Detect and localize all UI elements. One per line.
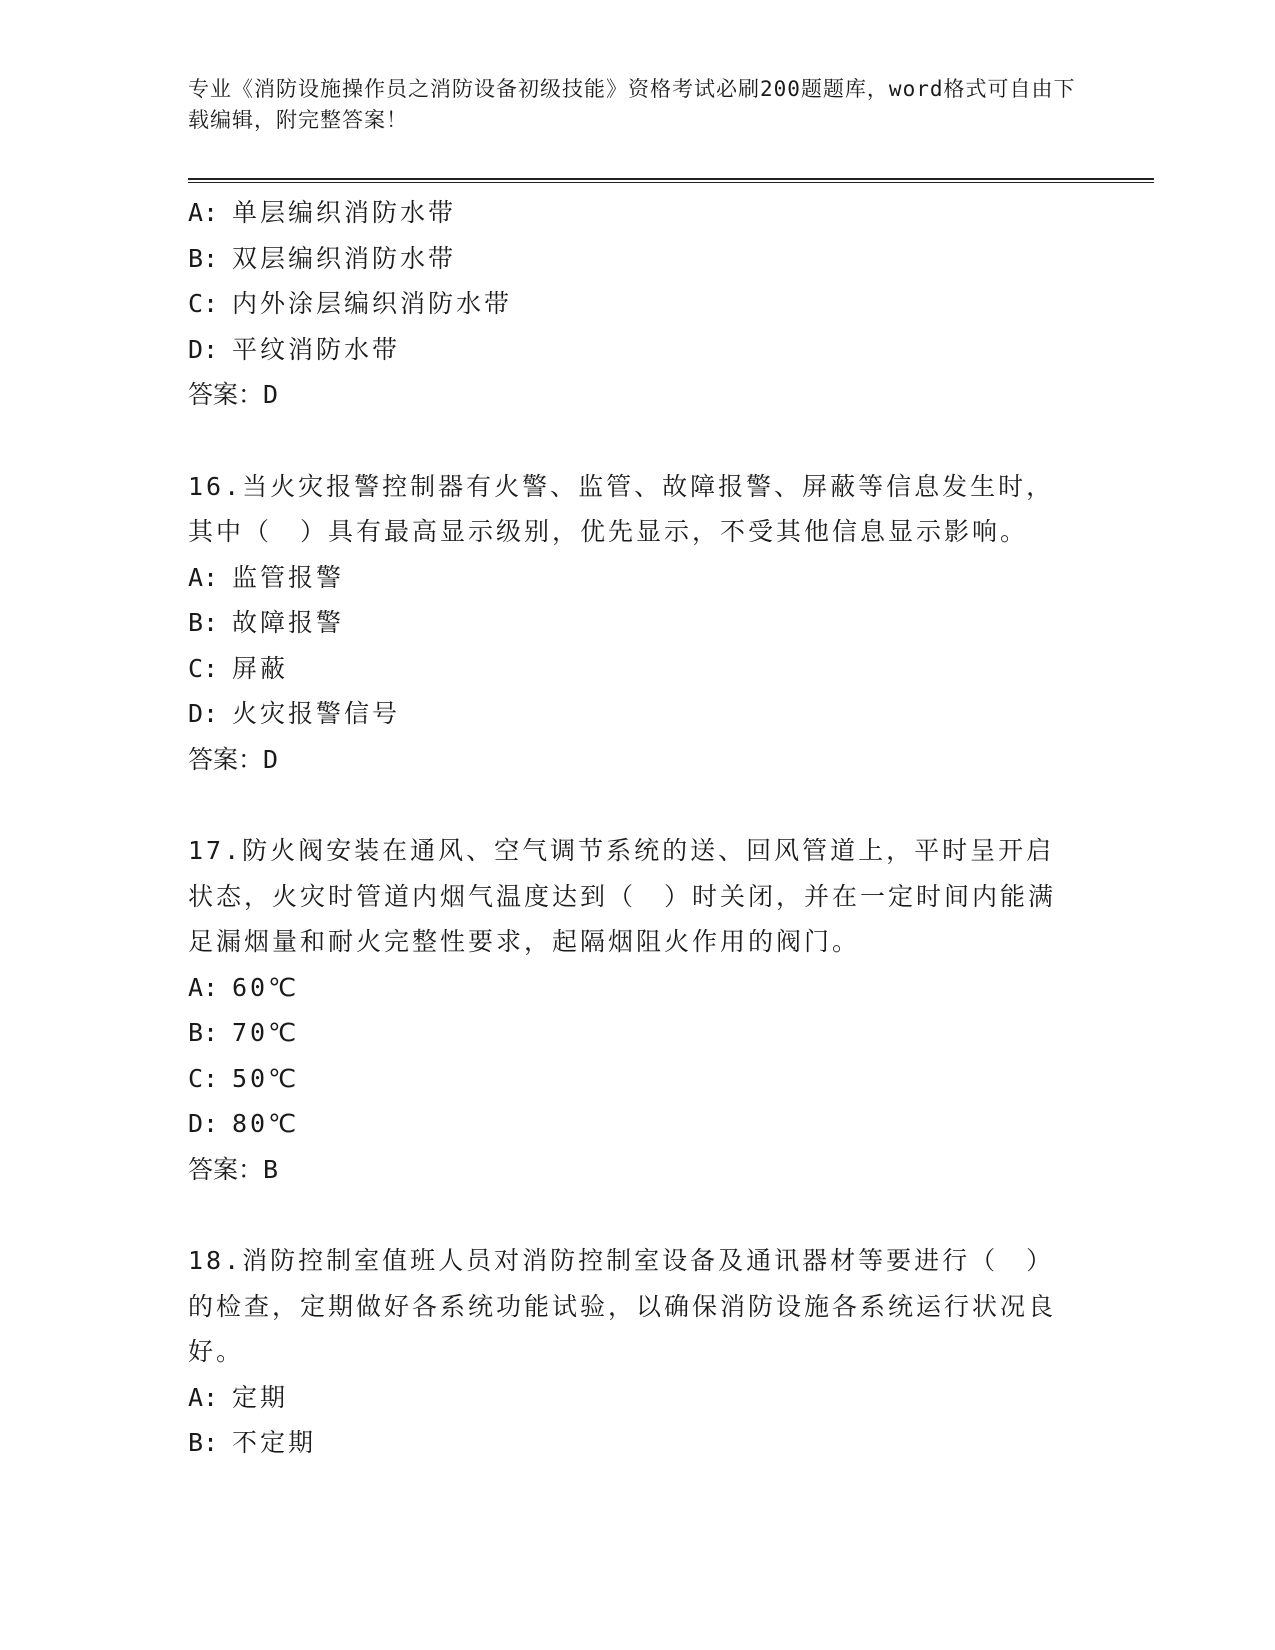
question-stem: 18.消防控制室值班人员对消防控制室设备及通讯器材等要进行（ ）的检查，定期做好各系统功能试验，以确保消防设施各系统运行状况良好。 xyxy=(188,1246,1057,1366)
option-b: B: 70℃ xyxy=(188,1018,300,1047)
spacer xyxy=(188,1192,1078,1238)
answer-line: 答案：D xyxy=(188,380,279,409)
option-d: D: 80℃ xyxy=(188,1109,300,1138)
header-divider xyxy=(188,178,1154,183)
question-stem: 16.当火灾报警控制器有火警、监管、故障报警、屏蔽等信息发生时，其中（ ）具有最高显示级别，优先显示，不受其他信息显示影响。 xyxy=(188,471,1055,546)
option-b: B: 故障报警 xyxy=(188,608,345,637)
spacer xyxy=(188,782,1078,828)
option-d: D: 火灾报警信号 xyxy=(188,699,401,728)
option-a: A: 60℃ xyxy=(188,972,300,1002)
answer-line: 答案：B xyxy=(188,1154,279,1184)
question-block xyxy=(188,828,1078,1192)
question-block xyxy=(188,464,1078,783)
option-a: A: 监管报警 xyxy=(188,562,345,592)
question-stem: 17.防火阀安装在通风、空气调节系统的送、回风管道上，平时呈开启状态，火灾时管道内烟气温度达到（ ）时关闭，并在一定时间内能满足漏烟量和耐火完整性要求，起隔烟阻火作用的阀门。 xyxy=(188,836,1057,956)
answer-line: 答案：D xyxy=(188,744,279,774)
option-a: A: 单层编织消防水带 xyxy=(188,198,457,227)
option-c: C: 50℃ xyxy=(188,1063,300,1093)
question-block xyxy=(188,1238,1078,1466)
question-list xyxy=(188,190,1078,1466)
option-d: D: 平纹消防水带 xyxy=(188,334,401,364)
option-b: B: 不定期 xyxy=(188,1428,317,1457)
option-c: C: 屏蔽 xyxy=(188,653,289,683)
option-a: A: 定期 xyxy=(188,1382,289,1412)
document-header: 专业《消防设施操作员之消防设备初级技能》资格考试必刷200题题库，word格式可自由下载编辑，附完整答案！ xyxy=(188,77,1076,132)
option-c: C: 内外涂层编织消防水带 xyxy=(188,289,513,318)
option-b: B: 双层编织消防水带 xyxy=(188,243,457,273)
spacer xyxy=(188,418,1078,464)
question-block xyxy=(188,190,1078,418)
